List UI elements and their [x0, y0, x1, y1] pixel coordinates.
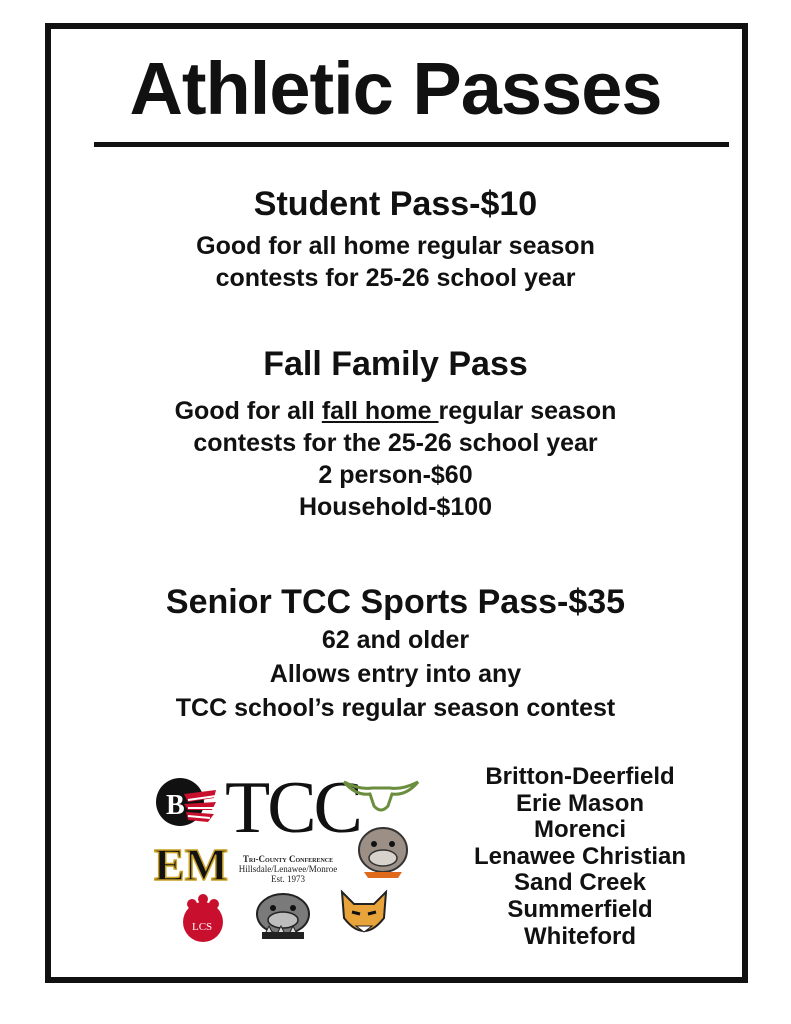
family-pass-heading: Fall Family Pass [263, 345, 528, 383]
britton-deerfield-logo [154, 774, 218, 834]
student-pass-line-1: Good for all home regular season [196, 232, 595, 260]
senior-pass-section [0, 582, 791, 724]
conference-logos [140, 768, 438, 948]
tcc-established: Est. 1973 [270, 874, 305, 884]
bulldog-spiked-collar-logo [248, 890, 318, 942]
longhorn-logo [340, 776, 422, 816]
senior-pass-heading: Senior TCC Sports Pass-$35 [165, 583, 626, 621]
school-item: Sand Creek [513, 869, 647, 897]
family-pass-line-1-pre: Good for all [174, 397, 322, 425]
svg-text:EM: EM [154, 839, 229, 890]
erie-mason-logo [152, 838, 229, 890]
school-item: Whiteford [524, 922, 636, 950]
school-item: Britton-Deerfield [485, 763, 675, 790]
senior-pass-line-1: 62 and older [321, 626, 470, 654]
student-pass-heading: Student Pass-$10 [253, 185, 538, 223]
family-pass-option-2: Household-$100 [298, 493, 493, 521]
family-pass-option-1: 2 person-$60 [318, 461, 473, 489]
family-pass-line-2: contests for the 25-26 school year [193, 429, 598, 457]
senior-pass-line-2: Allows entry into any [269, 660, 522, 688]
student-pass-section [0, 184, 791, 294]
tcc-logo-text: TCC [225, 767, 360, 849]
bobcat-logo [334, 884, 394, 946]
student-pass-line-2: contests for 25-26 school year [215, 264, 576, 292]
tcc-full-name: Tri-County Conference [242, 854, 334, 864]
bulldog-logo [354, 822, 412, 880]
school-item: Lenawee Christian [473, 842, 687, 870]
member-schools-list [455, 764, 705, 950]
senior-pass-line-3: TCC school’s regular season contest [175, 694, 616, 722]
family-pass-line-1 [0, 395, 791, 427]
lenawee-christian-logo [178, 892, 228, 944]
svg-text:B: B [166, 790, 185, 821]
school-item: Erie Mason [515, 789, 645, 817]
title-underline [94, 142, 729, 147]
tcc-subtitle [228, 854, 348, 884]
school-item: Summerfield [507, 895, 653, 923]
page-title: Athletic Passes [129, 47, 662, 130]
lcs-monogram: LCS [192, 921, 213, 933]
tcc-counties: Hillsdale/Lenawee/Monroe [238, 864, 338, 874]
family-pass-line-1-underlined: fall home [321, 397, 439, 425]
family-pass-section [0, 344, 791, 523]
school-item: Morenci [533, 816, 626, 844]
family-pass-line-1-post: regular season [438, 397, 617, 425]
